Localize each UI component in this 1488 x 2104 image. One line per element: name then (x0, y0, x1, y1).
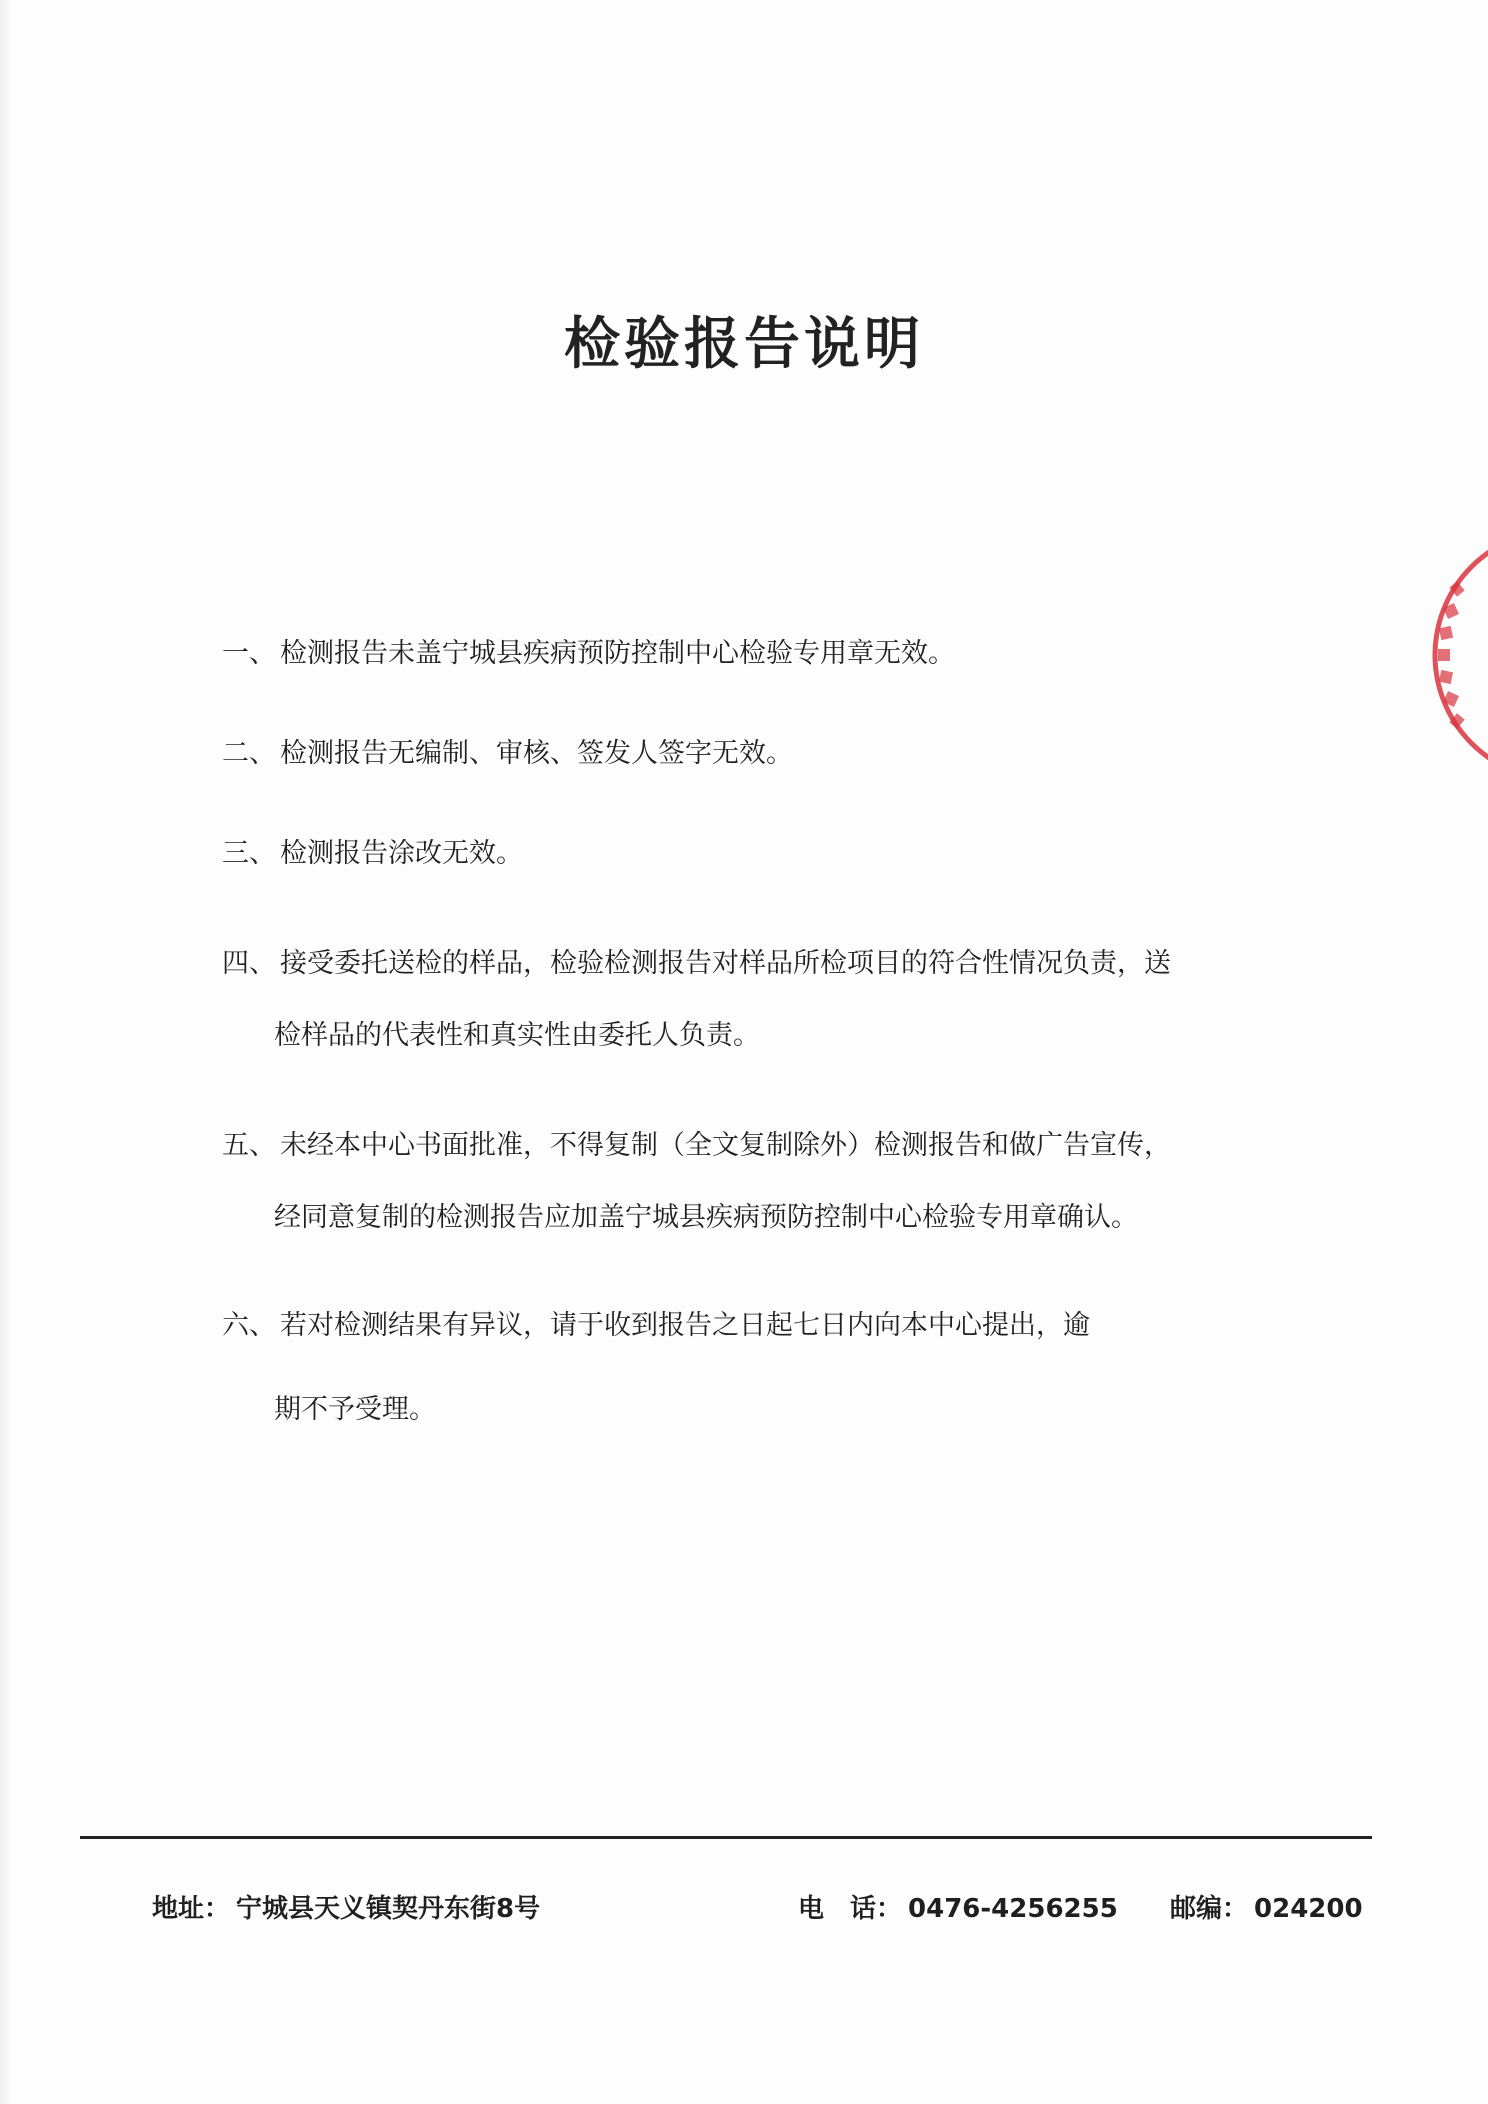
clause-5-continuation: 经同意复制的检测报告应加盖宁城县疾病预防控制中心检验专用章确认。 (274, 1202, 1138, 1233)
clause-6 (222, 1312, 1090, 1339)
clause-text: 检测报告无编制、审核、签发人签字无效。 (280, 738, 793, 769)
footer-postcode (1170, 1888, 1363, 1925)
clause-3 (222, 840, 523, 867)
clause-text: 检测报告涂改无效。 (280, 838, 523, 869)
clause-number: 六、 (222, 1310, 276, 1341)
clause-1 (222, 640, 955, 667)
clause-number: 三、 (222, 838, 276, 869)
clause-number: 四、 (222, 948, 276, 979)
official-seal-stamp (1410, 525, 1488, 785)
clause-text: 未经本中心书面批准，不得复制（全文复制除外）检测报告和做广告宣传， (280, 1130, 1171, 1161)
clause-text: 检测报告未盖宁城县疾病预防控制中心检验专用章无效。 (280, 638, 955, 669)
phone-value: 0476-4256255 (908, 1894, 1118, 1924)
postcode-value: 024200 (1254, 1894, 1363, 1924)
clause-text: 接受委托送检的样品，检验检测报告对样品所检项目的符合性情况负责，送 (280, 948, 1171, 979)
footer-address (152, 1888, 540, 1925)
clause-5 (222, 1132, 1171, 1159)
clause-text: 若对检测结果有异议，请于收到报告之日起七日内向本中心提出，逾 (280, 1310, 1090, 1341)
clause-4 (222, 950, 1171, 977)
clause-6-continuation: 期不予受理。 (274, 1394, 436, 1425)
footer-divider (80, 1836, 1372, 1839)
clause-number: 二、 (222, 738, 276, 769)
page-title: 检验报告说明 (564, 312, 924, 377)
clause-number: 一、 (222, 638, 276, 669)
clause-4-continuation: 检样品的代表性和真实性由委托人负责。 (274, 1020, 760, 1051)
phone-label: 电 话： (798, 1894, 903, 1924)
address-label: 地址： (152, 1894, 231, 1924)
postcode-label: 邮编： (1170, 1894, 1249, 1924)
address-value: 宁城县天义镇契丹东街8号 (236, 1894, 541, 1924)
clause-2 (222, 740, 793, 767)
clause-number: 五、 (222, 1130, 276, 1161)
footer-phone (798, 1888, 1118, 1925)
